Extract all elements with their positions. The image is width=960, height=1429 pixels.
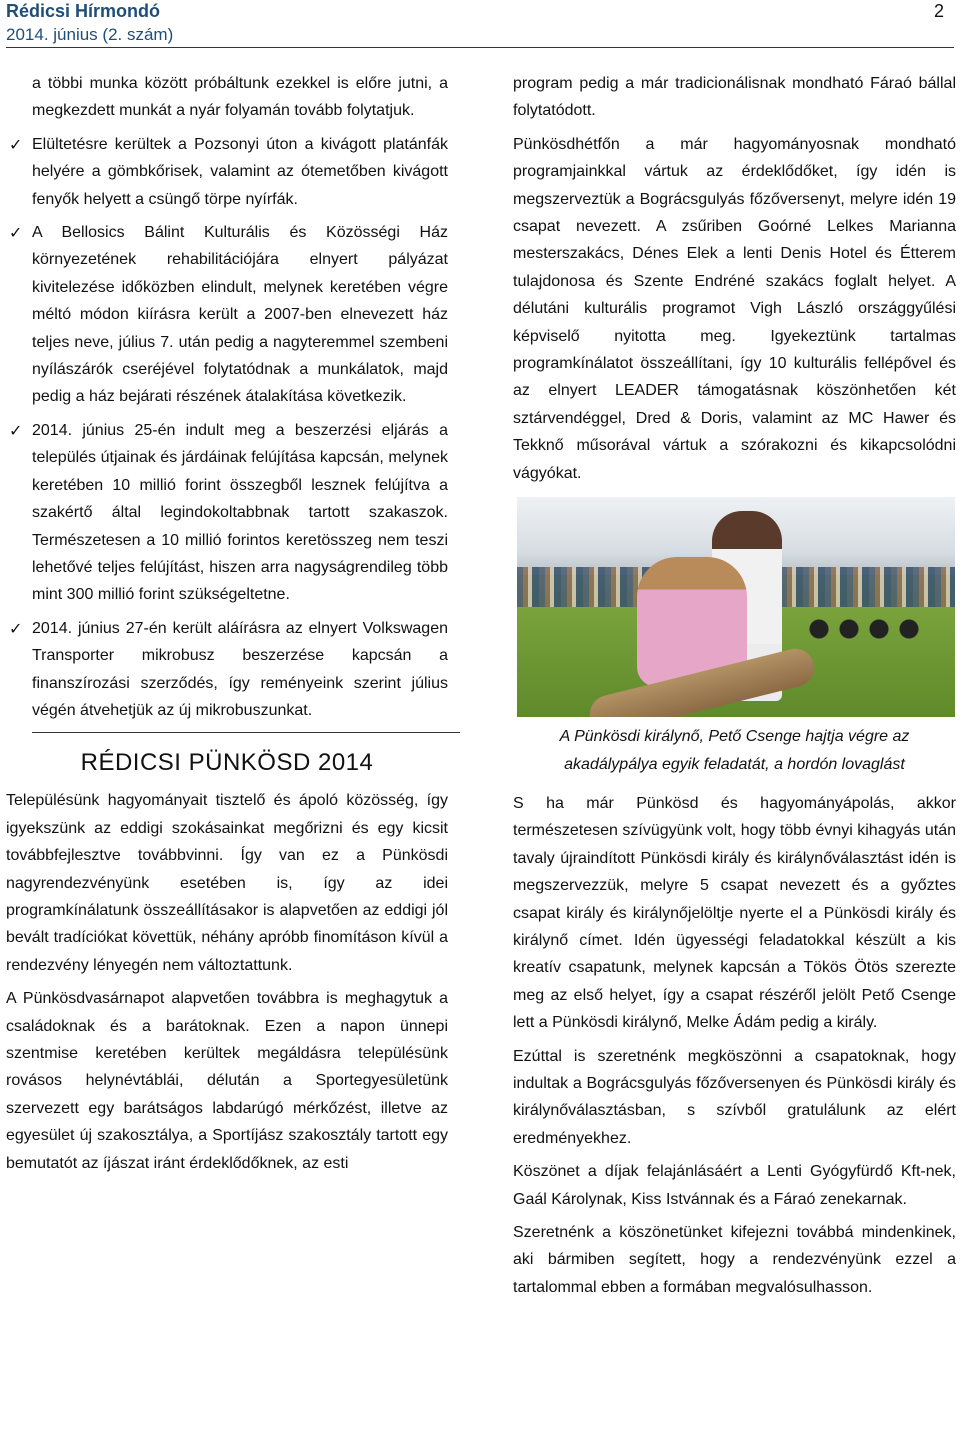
check-mark-icon: ✓: [9, 618, 23, 638]
section-divider: [32, 732, 460, 733]
article-paragraph: Pünkösdhétfőn a már hagyományosnak mondható programjainkkal vártuk az érdeklődőket, így idén is megszerveztük a Bográcsgulyás főzőversenyt, melyre idén 19 csapat nevezett. A zsűriben Goórné Lelkes Marianna mesterszakács, Dénes Elek a lenti Denis Hotel és Étterem tulajdonosa és Szente Endréné szakács foglalt helyet. A délutáni kulturális programot Vigh László országgyűlési képviselő nyitotta meg. Igyekeztünk tartalmas programkínálatot összeállítani, így 10 kulturális fellépővel és az elnyert LEADER támogatásnak köszönhetően két sztárvendéggel, Dred & Doris, valamint az MC Hawer és Tekknő műsorával vártuk a szórakozni és kikapcsolódni vágyókat.: [513, 135, 956, 482]
list-item-text: 2014. június 27-én került aláírásra az elnyert Volkswagen Transporter mikrobusz beszerzése kapcsán a finanszírozási szerződés, így reményeink szerint július végén átvehetjük az új mikrobuszunkat.: [32, 619, 448, 719]
photo-tyres: [805, 615, 925, 643]
news-bullet-list: [6, 131, 448, 725]
list-item-text: A Bellosics Bálint Kulturális és Közösségi Ház környezetének rehabilitációjára elnyert pályázat kivitelezése időközben elindult, melynek keretében végre méltó módon kiírásra került a 2007-ben elnevezett ház teljes neve, július 7. után pedig a nagyteremmel szembeni nyílászárók cseréjével folytatódnak a munkálatok, majd pedig a ház bejárati részének átalakítása következik.: [32, 224, 448, 406]
list-item: [6, 131, 448, 213]
article-paragraph: Településünk hagyományait tisztelő és ápoló közösség, így igyekszünk az eddigi szokásainkat megőrizni és egy kicsit továbbfejlesztve továbbvinni. Így van ez a Pünkösdi nagyrendezvényünk esetében is, így az idei programkínálatunk összeállításakor is alapvetően az eddigi jól bevált tradíciókat követtük, néhány apróbb finomításon kívül a rendezvény lényegén nem változtattunk.: [6, 792, 448, 974]
issue-date: 2014. június (2. szám): [6, 25, 174, 44]
article-paragraph: Köszönet a díjak felajánlásáért a Lenti Gyógyfürdő Kft-nek, Gaál Károlynak, Kiss Istvánnak és a Fáraó zenekarnak.: [513, 1163, 956, 1208]
list-item: [6, 615, 448, 725]
page-number: 2: [933, 1, 944, 21]
photo-caption: A Pünkösdi királynő, Pető Csenge hajtja végre az akadálypálya egyik feladatát, a hordón lovaglást: [559, 728, 910, 773]
left-column: [6, 70, 448, 1183]
header-rule: [6, 47, 954, 48]
right-column: [513, 70, 956, 1307]
check-mark-icon: ✓: [9, 420, 23, 440]
article-paragraph: S ha már Pünkösd és hagyományápolás, akkor természetesen szívügyünk volt, hogy több évnyi kihagyás után tavaly újraindított Pünkösdi király és királynőválasztást idén is megszervezzük, melyre 5 csapat nevezett és a győztes csapat király és királynőjelöltje nyerte el a Pünkösdi király és királynő címet. Idén ügyességi feladatokkal készült a kis kreatív csapatunk, melynek kapcsán a Tökös Ötös szerezte meg az első helyet, így a csapat részéről jelölt Pető Csenge lett a Pünkösdi királynő, Melke Ádám pedig a király.: [513, 794, 956, 1032]
event-photo: [517, 497, 955, 717]
article-paragraph: program pedig a már tradicionálisnak mondható Fáraó bállal folytatódott.: [513, 75, 956, 120]
check-mark-icon: ✓: [9, 223, 23, 243]
check-mark-icon: ✓: [9, 134, 23, 154]
list-item-text: 2014. június 25-én indult meg a beszerzési eljárás a település útjainak és járdáinak felújítása kapcsán, melynek keretében 10 millió forint összegből lesznek felújítva a szakértő által legindokoltabbnak tartott szakaszok. Természetesen a 10 millió forintos keretösszeg nem teszi lehetővé teljes felújítást, hiszen arra nagyságrendileg több mint 300 millió forint szükségeltetne.: [32, 421, 448, 604]
list-item: [6, 417, 448, 609]
list-item-text: Elültetésre kerültek a Pozsonyi úton a kivágott platánfák helyére a gömbkőrisek, valamint az ótemetőben kivágott fenyők helyett a csüngő törpe nyírfák.: [32, 135, 448, 208]
article-paragraph: Ezúttal is szeretnénk megköszönni a csapatoknak, hogy indultak a Bográcsgulyás főzőversenyen és Pünkösdi király és királynőválasztásban, s szívből gratulálunk az elért eredményekhez.: [513, 1047, 956, 1147]
newsletter-title: Rédicsi Hírmondó: [6, 1, 161, 21]
section-title: RÉDICSI PÜNKÖSD 2014: [80, 749, 374, 777]
intro-continuation: a többi munka között próbáltunk ezekkel is előre jutni, a megkezdett munkát a nyár folyamán tovább folytatjuk.: [32, 75, 448, 120]
article-paragraph: A Pünkösdvasárnapot alapvetően továbbra is meghagytuk a családoknak és a barátoknak. Ezen a napon ünnepi szentmise keretében kerültek megáldásra településünk rovásos helynévtáblái, délután a Sportegyesületünk szervezett egy barátságos labdarúgó mérkőzést, illetve az egyesület új szakosztálya, a Sportíjász szakosztály tartott egy bemutatót az íjászat iránt érdeklődőknek, az esti: [6, 990, 448, 1172]
article-paragraph: Szeretnénk a köszönetünket kifejezni továbbá mindenkinek, aki bármiben segített, hogy a rendezvényünk ezzel a tartalommal ebben a formában megvalósulhasson.: [513, 1224, 956, 1296]
page-header: [6, 0, 954, 48]
list-item: [6, 219, 448, 411]
